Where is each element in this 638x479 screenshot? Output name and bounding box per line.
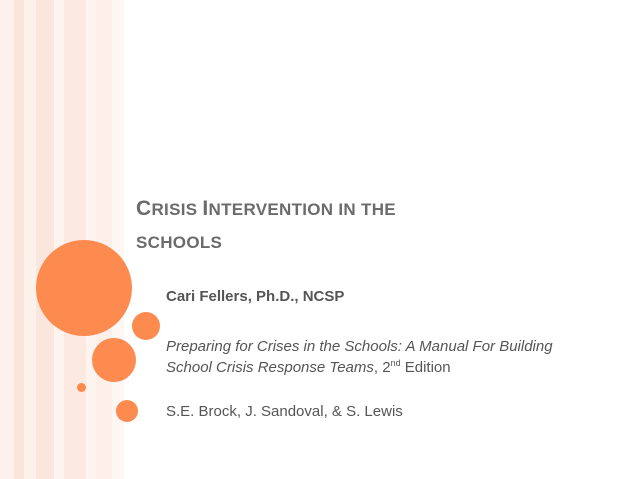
stripe bbox=[54, 0, 64, 479]
stripe bbox=[36, 0, 54, 479]
coauthors-line: S.E. Brock, J. Sandoval, & S. Lewis bbox=[166, 403, 403, 420]
title-line-2: SCHOOLS bbox=[136, 233, 223, 252]
title-text: RISIS bbox=[151, 200, 203, 219]
slide-title bbox=[136, 192, 556, 259]
title-initial-cap: I bbox=[202, 197, 209, 220]
title-line-1 bbox=[136, 192, 556, 226]
book-reference bbox=[166, 336, 606, 378]
book-edition-number: , 2 bbox=[373, 359, 391, 376]
decorative-circle-medium bbox=[132, 312, 160, 340]
decorative-circle-small bbox=[77, 383, 86, 392]
decorative-circle-medium bbox=[116, 400, 138, 422]
stripe bbox=[24, 0, 36, 479]
decorative-circle-large bbox=[36, 240, 132, 336]
stripe bbox=[14, 0, 24, 479]
decorative-circle-medium bbox=[92, 338, 136, 382]
author-line: Cari Fellers, Ph.D., NCSP bbox=[166, 288, 345, 305]
title-initial-cap: C bbox=[136, 197, 152, 220]
stripe bbox=[96, 0, 112, 479]
decorative-stripes bbox=[0, 0, 130, 479]
book-edition-word: Edition bbox=[400, 359, 451, 376]
title-text: NTERVENTION IN THE bbox=[208, 200, 396, 219]
book-title-line-2: School Crisis Response Teams bbox=[166, 359, 374, 376]
stripe bbox=[0, 0, 14, 479]
book-edition-suffix: nd bbox=[390, 358, 401, 368]
book-title-line-1: Preparing for Crises in the Schools: A Manual For Building bbox=[166, 338, 553, 355]
